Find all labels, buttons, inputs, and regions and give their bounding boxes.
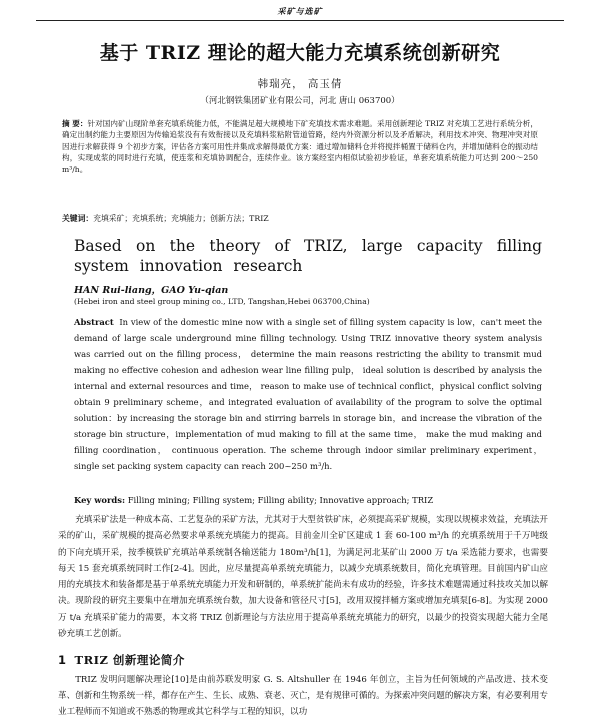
section-number: 1 (58, 653, 67, 667)
chinese-abstract (62, 118, 538, 175)
english-keywords-text: Filling mining; Filling system; Filling ability; Innovative approach; TRIZ (127, 495, 434, 505)
journal-running-header: 采矿与选矿 (36, 6, 564, 21)
english-abstract-text: In view of the domestic mine now with a single set of filling system capacity is low，can't meet the demand of large scale underground mine filling technology. Using TRIZ innovative theory system analysis was carried out on the filling process， determine the main reasons restricting the ability to transmit mud making no effective cohesion and adhesion wear line filling pulp， ideal solution is described by analysis the internal and external resources and time， reason to make use of technical conflict，physical conflict solving obtain 9 preliminary scheme，and integrated evaluation of availability of the program to solve the optimal solution：by increasing the storage bin and stirring barrels in storage bin，and increase the vibration of the storage bin structure，implementation of mud making to fill at the same time， make the mud making and filling coordination， continuous operation. The scheme through indoor similar preliminary experiment， single set packing system capacity can reach 200~250 m³/h. (74, 317, 542, 472)
english-keywords-label: Key words: (74, 495, 126, 505)
chinese-title: 基于 TRIZ 理论的超大能力充填系统创新研究 (99, 42, 501, 64)
section-heading-1 (58, 652, 185, 668)
chinese-affiliation: （河北钢铁集团矿业有限公司，河北 唐山 063700） (200, 96, 400, 106)
english-title: Based on the theory of TRIZ, large capacity filling system innovation research (74, 237, 542, 275)
chinese-authors: 韩瑞亮， 高玉倩 (257, 78, 343, 90)
chinese-abstract-text: 针对国内矿山现阶单套充填系统能力低，不能满足超大规模地下矿充填技术需求难题。采用创新理论 TRIZ 对充填工艺进行系统分析，确定出制约能力主要原因为传输追浆没有有效衔接以及充填料浆粘附管道管路，经内外资源分析以及矛盾解决，利用技术冲突、物理冲突对原因进行求解获得 9 个初步方案，评估各方案可用性并集成求解得最优方案：通过增加储料仓并将搅拌桶置于储料仓内，并增加储料仓的振动结构，实现成浆的同时进行充填，使连浆和充填协调配合，连续作业。该方案经室内相似试验初步验证，单套充填系统能力可达到 200～250 m³/h。 (62, 119, 538, 174)
english-affiliation: (Hebei iron and steel group mining co., LTD, Tangshan,Hebei 063700,China) (74, 297, 370, 306)
english-keywords (74, 494, 542, 506)
english-abstract (74, 314, 542, 474)
body-paragraph-intro: 充填采矿法是一种成本高、工艺复杂的采矿方法，尤其对于大型贫铁矿床，必须提高采矿规模，实现以规模求效益，充填法开采的矿山，采矿规模的提高必然要求单系统充填能力的提高。目前金川全矿区建成 1 套 60-100 m³/h 的充填系统用于千万吨级的下向充填开采，按季模铁矿充填站单系统制各输送能力 180m³/h[1]，为满足河北某矿山 2000 万 t/a 采选能力要求，也需要每天 15 套充填系统同时工作[2-4]。因此，应尽量提高单系统充填能力，以减少充填系统数目，简化充填管理。目前国内矿山应用的充填技术和装备都是基于单系统充填能力开发和研制的，单系统扩能尚未有成功的经验，许多技术难题需通过科技攻关加以解决。现阶段的研究主要集中在增加充填系统台数，加大设备和管径尺寸[5]，改用双搅拌桶方案或增加充填泵[6-8]。为实现 2000 万 t/a 充填采矿能力的需要，本文将 TRIZ 创新理论与方法应用于提高单系统充填能力的研究，以最少的投资实现超大能力全尾砂充填工艺创新。 (58, 515, 548, 640)
english-authors: HAN Rui-liang，GAO Yu-qian (74, 285, 229, 296)
chinese-keywords-label: 关键词： (62, 214, 94, 223)
english-abstract-label: Abstract (74, 317, 114, 327)
body-paragraph-triz: TRIZ 发明问题解决理论[10]是由前苏联发明家 G. S. Altshuller 在 1946 年创立，主旨为任何领域的产品改进、技术变革、创新和生物系统一样，都存在产生、生长、成熟、衰老、灭亡，是有规律可循的。为探索冲突问题的解决方案，有必要利用专业工程师而不知道或不熟悉的物理或其它科学与工程的知识，以功 (58, 675, 548, 717)
chinese-keywords (62, 213, 538, 224)
section-title: TRIZ 创新理论简介 (74, 653, 185, 667)
chinese-keywords-text: 充填采矿；充填系统；充填能力；创新方法；TRIZ (93, 214, 269, 223)
chinese-abstract-label: 摘 要： (62, 119, 88, 128)
